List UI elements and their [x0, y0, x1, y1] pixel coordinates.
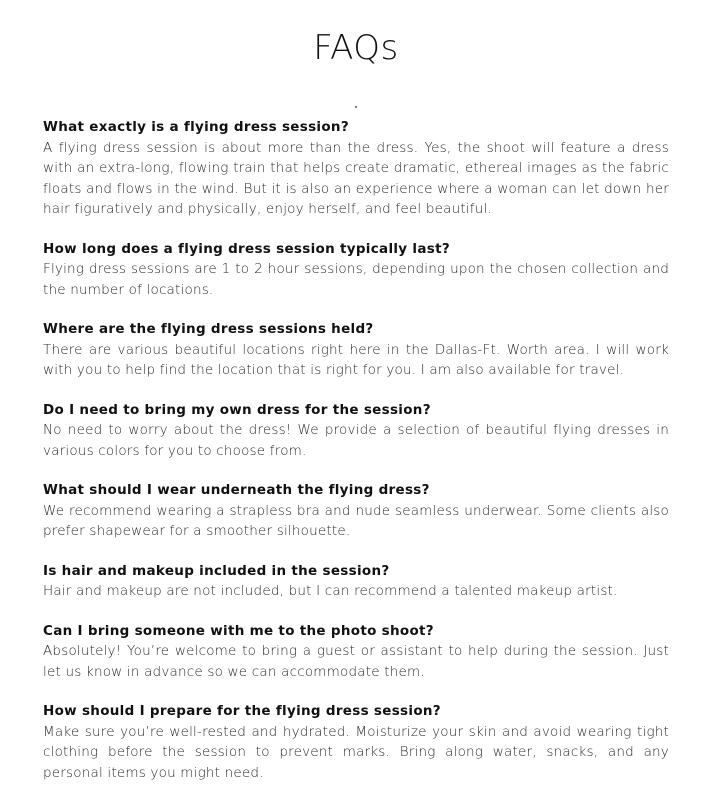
decorative-dot	[355, 106, 357, 108]
faq-answer: A flying dress session is about more than the dress. Yes, the shoot will feature a dress with an extra-long, flowing train that helps create dramatic, ethereal images as the fabric floats and flows in the wind. But it is also an experience where a woman can let down her hair figuratively and physically, enjoy herself, and feel beautiful.	[43, 139, 669, 217]
faq-question: How long does a flying dress session typically last?	[43, 240, 450, 257]
faq-answer: There are various beautiful locations right here in the Dallas-Ft. Worth area. I will work with you to help find the location that is right for you. I am also available for travel.	[43, 341, 669, 378]
faq-question: Can I bring someone with me to the photo shoot?	[43, 622, 434, 639]
faq-answer: We recommend wearing a strapless bra and nude seamless underwear. Some clients also prefer shapewear for a smoother silhouette.	[43, 502, 669, 539]
faq-item	[43, 480, 669, 542]
faq-item	[43, 117, 669, 220]
faq-answer: No need to worry about the dress! We provide a selection of beautiful flying dresses in various colors for you to choose from.	[43, 422, 669, 459]
faq-list	[43, 117, 669, 802]
faq-question: How should I prepare for the flying dress session?	[43, 703, 441, 719]
faq-item	[43, 561, 669, 602]
faq-question: Is hair and makeup included in the session?	[43, 562, 390, 579]
faq-question: What should I wear underneath the flying dress?	[43, 482, 430, 498]
page-title: FAQs	[313, 28, 399, 68]
faq-question: What exactly is a flying dress session?	[43, 119, 349, 135]
faq-item	[43, 239, 669, 301]
faq-answer: Absolutely! You’re welcome to bring a guest or assistant to help during the session. Just let us know in advance so we can accommodate them.	[43, 643, 669, 680]
faq-question: Do I need to bring my own dress for the session?	[43, 401, 431, 418]
faq-item	[43, 400, 669, 462]
faq-answer: Hair and makeup are not included, but I can recommend a talented makeup artist.	[43, 583, 618, 599]
faq-answer: Make sure you’re well-rested and hydrated. Moisturize your skin and avoid wearing tight clothing before the session to prevent marks. Bring along water, snacks, and any personal items you might need.	[43, 723, 669, 781]
faq-item	[43, 319, 669, 381]
faq-question: Where are the flying dress sessions held?	[43, 321, 374, 337]
faq-item	[43, 701, 669, 783]
faq-item	[43, 621, 669, 683]
faq-answer: Flying dress sessions are 1 to 2 hour sessions, depending upon the chosen collection and the number of locations.	[43, 261, 669, 298]
